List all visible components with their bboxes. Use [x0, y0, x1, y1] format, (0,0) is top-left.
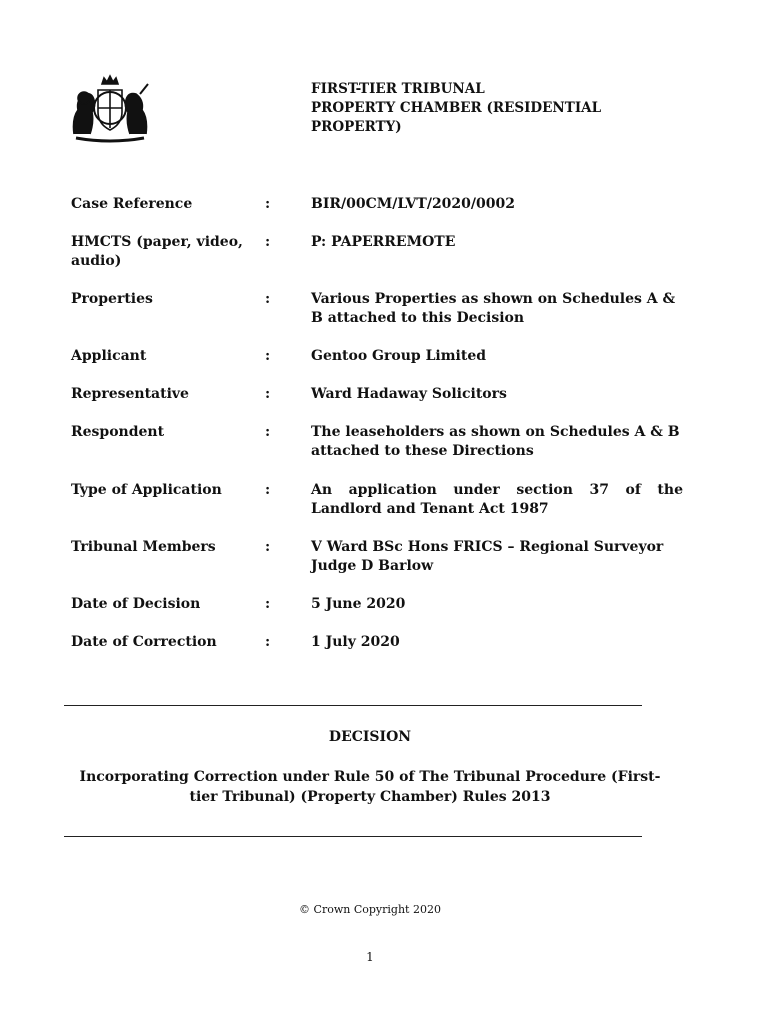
detail-label: Representative [71, 386, 189, 402]
detail-colon: : [265, 386, 271, 402]
detail-value: BIR/00CM/LVT/2020/0002 [311, 196, 515, 212]
tribunal-heading [311, 80, 671, 137]
detail-colon: : [265, 539, 271, 555]
detail-label: Tribunal Members [71, 539, 216, 555]
copyright-notice: © Crown Copyright 2020 [299, 903, 441, 916]
detail-label: Respondent [71, 424, 165, 440]
detail-colon: : [265, 482, 271, 498]
detail-label: Type of Application [71, 482, 222, 498]
detail-value: V Ward BSc Hons FRICS – Regional Surveyor Judge D Barlow [311, 539, 664, 574]
detail-value: An application under section 37 of the Landlord and Tenant Act 1987 [311, 482, 683, 517]
heading-line-2: PROPERTY CHAMBER (RESIDENTIAL [311, 100, 602, 116]
royal-coat-of-arms-icon [64, 74, 156, 144]
heading-line-3: PROPERTY) [311, 119, 402, 135]
detail-colon: : [265, 596, 271, 612]
detail-value: 5 June 2020 [311, 596, 406, 612]
detail-value: The leaseholders as shown on Schedules A & B attached to these Directions [311, 424, 680, 459]
decision-subtitle: Incorporating Correction under Rule 50 of The Tribunal Procedure (First-tier Tribunal) (Property Chamber) Rules 2013 [79, 769, 661, 805]
detail-label: Case Reference [71, 196, 193, 212]
divider-top [64, 705, 642, 706]
detail-label: Properties [71, 291, 153, 307]
detail-value: Ward Hadaway Solicitors [311, 386, 507, 402]
detail-value: Various Properties as shown on Schedules A & B attached to this Decision [311, 291, 676, 326]
detail-value: Gentoo Group Limited [311, 348, 487, 364]
detail-colon: : [265, 424, 271, 440]
heading-line-1: FIRST-TIER TRIBUNAL [311, 81, 485, 97]
detail-colon: : [265, 634, 271, 650]
detail-colon: : [265, 348, 271, 364]
detail-colon: : [265, 234, 271, 250]
decision-title: DECISION [328, 729, 412, 745]
detail-colon: : [265, 291, 271, 307]
detail-label: Applicant [71, 348, 147, 364]
detail-value: P: PAPERREMOTE [311, 234, 456, 250]
detail-colon: : [265, 196, 271, 212]
page-number: 1 [366, 950, 374, 964]
detail-label: Date of Correction [71, 634, 217, 650]
detail-value: 1 July 2020 [311, 634, 400, 650]
detail-label: HMCTS (paper, video, audio) [71, 234, 243, 269]
divider-bottom [64, 836, 642, 837]
detail-label: Date of Decision [71, 596, 201, 612]
